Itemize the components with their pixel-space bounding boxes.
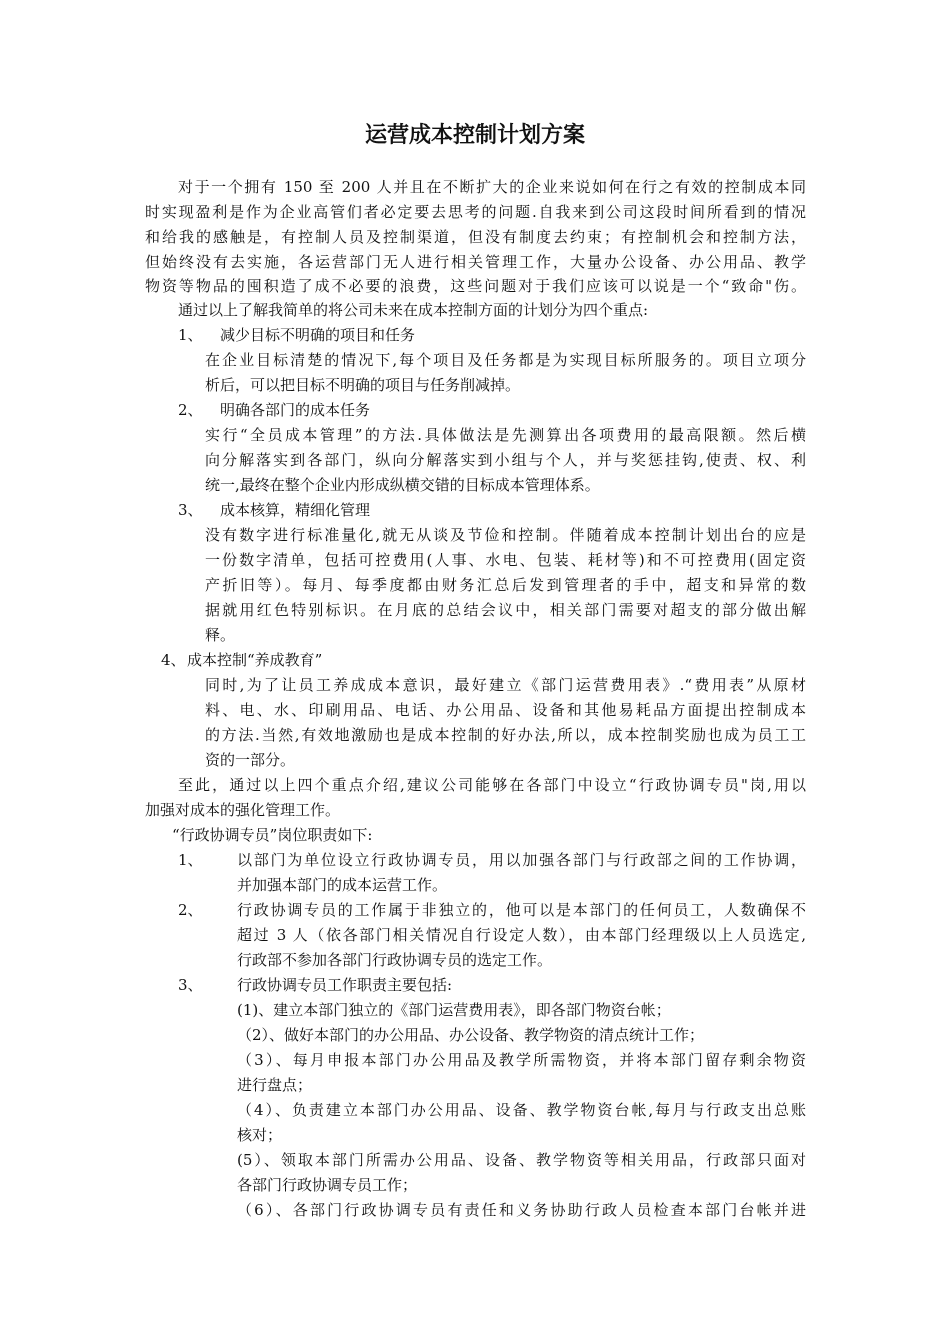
sub-duty-line: （4）、负责建立本部门办公用品、设备、教学物资台帐,每月与行政支出总账 — [237, 1101, 806, 1119]
sub-duty-line: （2）、做好本部门的办公用品、办公设备、教学物资的清点统计工作； — [237, 1026, 705, 1044]
focus-text-line: 析后，可以把目标不明确的项目与任务削减掉。 — [205, 376, 521, 394]
sub-duty-line: (1)、建立本部门独立的《部门运营费用表》，即各部门物资台帐； — [237, 1001, 671, 1019]
duty-number: 3、 — [178, 976, 203, 994]
focus-number: 1、 — [178, 326, 203, 344]
focus-text-line: 产折旧等）。每月、每季度都由财务汇总后发到管理者的手中，超支和异常的数 — [205, 576, 806, 594]
focus-heading: 成本控制“养成教育” — [187, 651, 323, 669]
focus-heading: 成本核算，精细化管理 — [220, 501, 371, 519]
document-title: 运营成本控制计划方案 — [364, 123, 585, 148]
focus-text-line: 据就用红色特别标识。在月底的总结会议中，相关部门需要对超支的部分做出解 — [205, 601, 806, 619]
focus-text-line: 实行“全员成本管理”的方法.具体做法是先测算出各项费用的最高限额。然后横 — [205, 426, 806, 444]
conclusion-line: 至此，通过以上四个重点介绍,建议公司能够在各部门中设立“行政协调专员"岗,用以 — [178, 776, 806, 794]
focus-text-line: 统一,最终在整个企业内形成纵横交错的目标成本管理体系。 — [205, 476, 600, 494]
sub-duty-line: 核对； — [237, 1126, 283, 1144]
focus-text-line: 向分解落实到各部门，纵向分解落实到小组与个人，并与奖惩挂钩,使责、权、利 — [205, 451, 806, 469]
focus-text-line: 一份数字清单，包括可控费用(人事、水电、包装、耗材等)和不可控费用(固定资 — [205, 551, 806, 569]
duty-text-line: 行政协调专员的工作属于非独立的，他可以是本部门的任何员工，人数确保不 — [237, 901, 806, 919]
duty-text-line: 超过 3 人（依各部门相关情况自行设定人数），由本部门经理级以上人员选定, — [237, 926, 806, 944]
focus-text-line: 资的一部分。 — [205, 751, 296, 769]
focus-number: 2、 — [178, 401, 203, 419]
sub-duty-line: （6）、各部门行政协调专员有责任和义务协助行政人员检查本部门台帐并进 — [237, 1201, 806, 1219]
focus-number: 4、 — [161, 651, 186, 669]
focus-text-line: 的方法.当然,有效地激励也是成本控制的好办法,所以，成本控制奖励也成为员工工 — [205, 726, 806, 744]
intro-line: 和给我的感触是，有控制人员及控制渠道，但没有制度去约束；有控制机会和控制方法， — [145, 228, 806, 246]
duty-number: 1、 — [178, 851, 203, 869]
sub-duty-line: (5）、领取本部门所需办公用品、设备、教学物资等相关用品，行政部只面对 — [237, 1151, 806, 1169]
intro-line: 时实现盈利是作为企业高管们者必定要去思考的问题.自我来到公司这段时间所看到的情况 — [145, 203, 806, 221]
duty-text-line: 行政部不参加各部门行政协调专员的选定工作。 — [237, 951, 553, 969]
focus-heading: 明确各部门的成本任务 — [220, 401, 371, 419]
focus-text-line: 释。 — [205, 626, 236, 644]
sub-duty-line: （3）、每月申报本部门办公用品及教学所需物资，并将本部门留存剩余物资 — [237, 1051, 806, 1069]
focus-text-line: 同时,为了让员工养成成本意识，最好建立《部门运营费用表》.“费用表”从原材 — [205, 676, 806, 694]
focus-text-line: 没有数字进行标准量化,就无从谈及节俭和控制。伴随着成本控制计划出台的应是 — [205, 526, 806, 544]
conclusion-line: 加强对成本的强化管理工作。 — [145, 801, 341, 819]
sub-duty-line: 各部门行政协调专员工作； — [237, 1176, 418, 1194]
duty-text-line: 以部门为单位设立行政协调专员，用以加强各部门与行政部之间的工作协调， — [237, 851, 806, 869]
focus-number: 3、 — [178, 501, 203, 519]
focus-text-line: 料、电、水、印刷用品、电话、办公用品、设备和其他易耗品方面提出控制成本 — [205, 701, 806, 719]
duties-heading: “行政协调专员”岗位职责如下: — [172, 826, 373, 844]
focus-heading: 减少目标不明确的项目和任务 — [220, 326, 416, 344]
duty-text-line: 行政协调专员工作职责主要包括: — [237, 976, 453, 994]
duty-number: 2、 — [178, 901, 203, 919]
intro-line: 但始终没有去实施，各运营部门无人进行相关管理工作，大量办公设备、办公用品、教学 — [145, 253, 806, 271]
overview-line: 通过以上了解我简单的将公司未来在成本控制方面的计划分为四个重点: — [178, 301, 649, 319]
focus-text-line: 在企业目标清楚的情况下,每个项目及任务都是为实现目标所服务的。项目立项分 — [205, 351, 806, 369]
sub-duty-line: 进行盘点； — [237, 1076, 313, 1094]
duty-text-line: 并加强本部门的成本运营工作。 — [237, 876, 448, 894]
intro-line: 对于一个拥有 150 至 200 人并且在不断扩大的企业来说如何在行之有效的控制成本同 — [178, 178, 806, 196]
intro-line: 物资等物品的囤积造了成不必要的浪费，这些问题对于我们应该可以说是一个“致命"伤。 — [145, 277, 806, 295]
